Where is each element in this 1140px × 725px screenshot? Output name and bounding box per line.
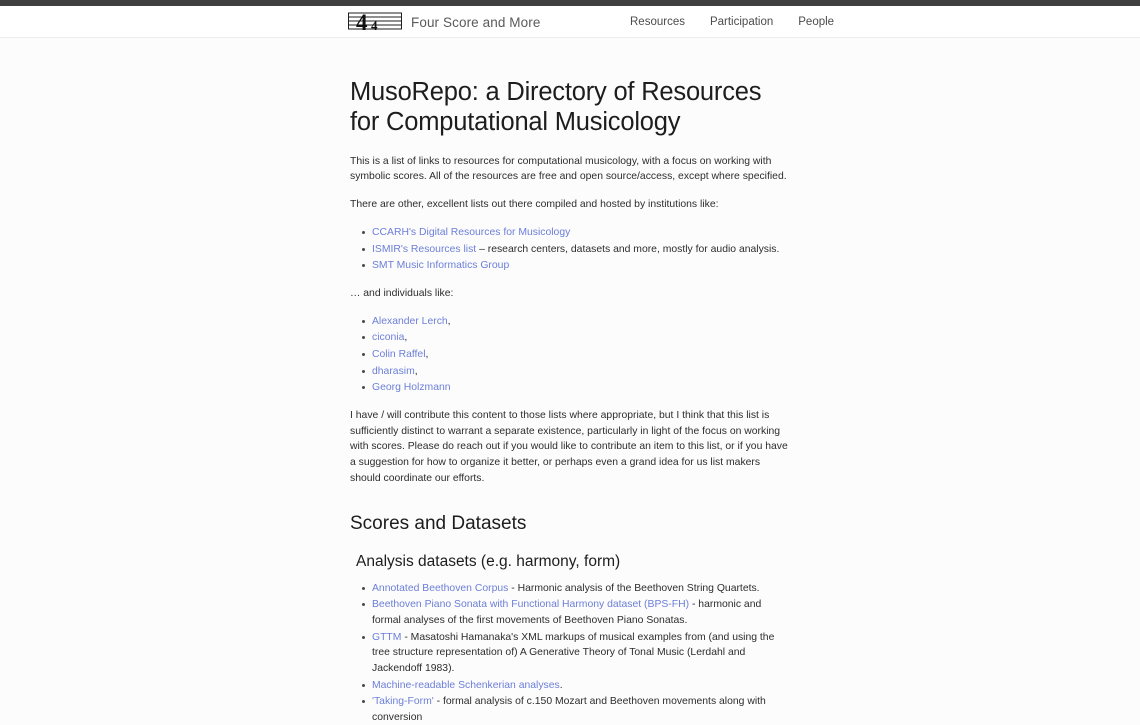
link-gttm[interactable]: GTTM — [372, 631, 402, 643]
nav-item-resources[interactable]: Resources — [630, 16, 685, 28]
list-item-trailing-text: – research centers, datasets and more, mostly for audio analysis. — [476, 243, 780, 255]
list-item — [372, 630, 790, 677]
individual-link-list — [350, 314, 790, 396]
primary-navigation — [630, 6, 834, 38]
link-bps-fh[interactable]: Beethoven Piano Sonata with Functional Harmony dataset (BPS-FH) — [372, 599, 690, 611]
list-item — [372, 678, 790, 694]
page-title: MusoRepo: a Directory of Resources for Computational Musicology — [350, 78, 762, 136]
list-item — [372, 330, 790, 346]
svg-text:4: 4 — [356, 10, 368, 35]
brand-home-link[interactable] — [347, 6, 540, 38]
list-item-trailing-text: - Harmonic analysis of the Beethoven String Quartets. — [508, 582, 760, 594]
list-item-trailing-text: , — [414, 365, 418, 377]
list-item-trailing-text: - harmonic and formal analyses of the first movements of Beethoven Piano Sonatas. — [372, 599, 762, 627]
list-item — [372, 242, 790, 258]
list-item — [372, 314, 790, 330]
section-heading-scores-and-datasets: Scores and Datasets — [350, 512, 527, 534]
subsection-heading-analysis-datasets: Analysis datasets (e.g. harmony, form) — [356, 552, 621, 570]
list-item — [372, 597, 790, 628]
page-body — [0, 38, 1140, 723]
link-alexander-lerch[interactable]: Alexander Lerch — [372, 315, 448, 327]
institution-link-list — [350, 225, 790, 274]
link-annotated-beethoven-corpus[interactable]: Annotated Beethoven Corpus — [372, 582, 509, 594]
link-smt[interactable]: SMT Music Informatics Group — [372, 260, 510, 272]
list-item — [372, 694, 790, 725]
list-item-trailing-text: , — [447, 315, 451, 327]
dataset-link-list — [350, 581, 790, 725]
institutions-lead-paragraph: There are other, excellent lists out there compiled and hosted by institutions like: — [350, 199, 719, 211]
list-item — [372, 258, 790, 274]
header-inner — [0, 6, 1140, 37]
music-staff-four-four-icon — [347, 9, 403, 35]
link-georg-holzmann[interactable]: Georg Holzmann — [372, 382, 451, 394]
link-machine-readable-schenkerian-analyses[interactable]: Machine-readable Schenkerian analyses — [372, 679, 560, 691]
nav-item-people[interactable]: People — [798, 16, 835, 28]
list-item — [372, 364, 790, 380]
brand-title: Four Score and More — [411, 14, 541, 30]
site-header — [0, 6, 1140, 38]
intro-paragraph: This is a list of links to resources for computational musicology, with a focus on working with symbolic scores. All of the resources are free and open source/access, except where specified. — [350, 155, 787, 183]
list-item — [372, 347, 790, 363]
list-item-trailing-text: - Masatoshi Hamanaka's XML markups of musical examples from (and using the tree structure representation of) A Generative Theory of Tonal Music (Lerdahl and Jackendoff 1983). — [372, 631, 775, 674]
individuals-lead-paragraph: … and individuals like: — [350, 287, 454, 299]
list-item-trailing-text: , — [404, 332, 408, 344]
list-item — [372, 225, 790, 241]
list-item-trailing-text: , — [425, 348, 429, 360]
list-item — [372, 380, 790, 396]
link-ccarh[interactable]: CCARH's Digital Resources for Musicology — [372, 227, 571, 239]
contribute-paragraph: I have / will contribute this content to those lists where appropriate, but I think that this list is sufficiently distinct to warrant a separate existence, particularly in light of the focus on working with scores. Please do reach out if you would like to contribute an item to this list, or if you have a suggestion for how to organize it better, or perhaps even a grand idea for us list makers should coordinate our efforts. — [350, 409, 788, 485]
link-ismir[interactable]: ISMIR's Resources list — [372, 243, 477, 255]
svg-text:4: 4 — [371, 18, 378, 33]
list-item — [372, 581, 790, 597]
list-item-trailing-text: . — [559, 679, 563, 691]
link-taking-form[interactable]: 'Taking-Form' — [372, 696, 434, 708]
link-dharasim[interactable]: dharasim — [372, 365, 415, 377]
link-ciconia[interactable]: ciconia — [372, 332, 405, 344]
nav-item-participation[interactable]: Participation — [709, 16, 774, 28]
link-colin-raffel[interactable]: Colin Raffel — [372, 348, 426, 360]
list-item-trailing-text: - formal analysis of c.150 Mozart and Beethoven movements along with conversion — [372, 696, 766, 723]
content-column — [350, 38, 790, 725]
